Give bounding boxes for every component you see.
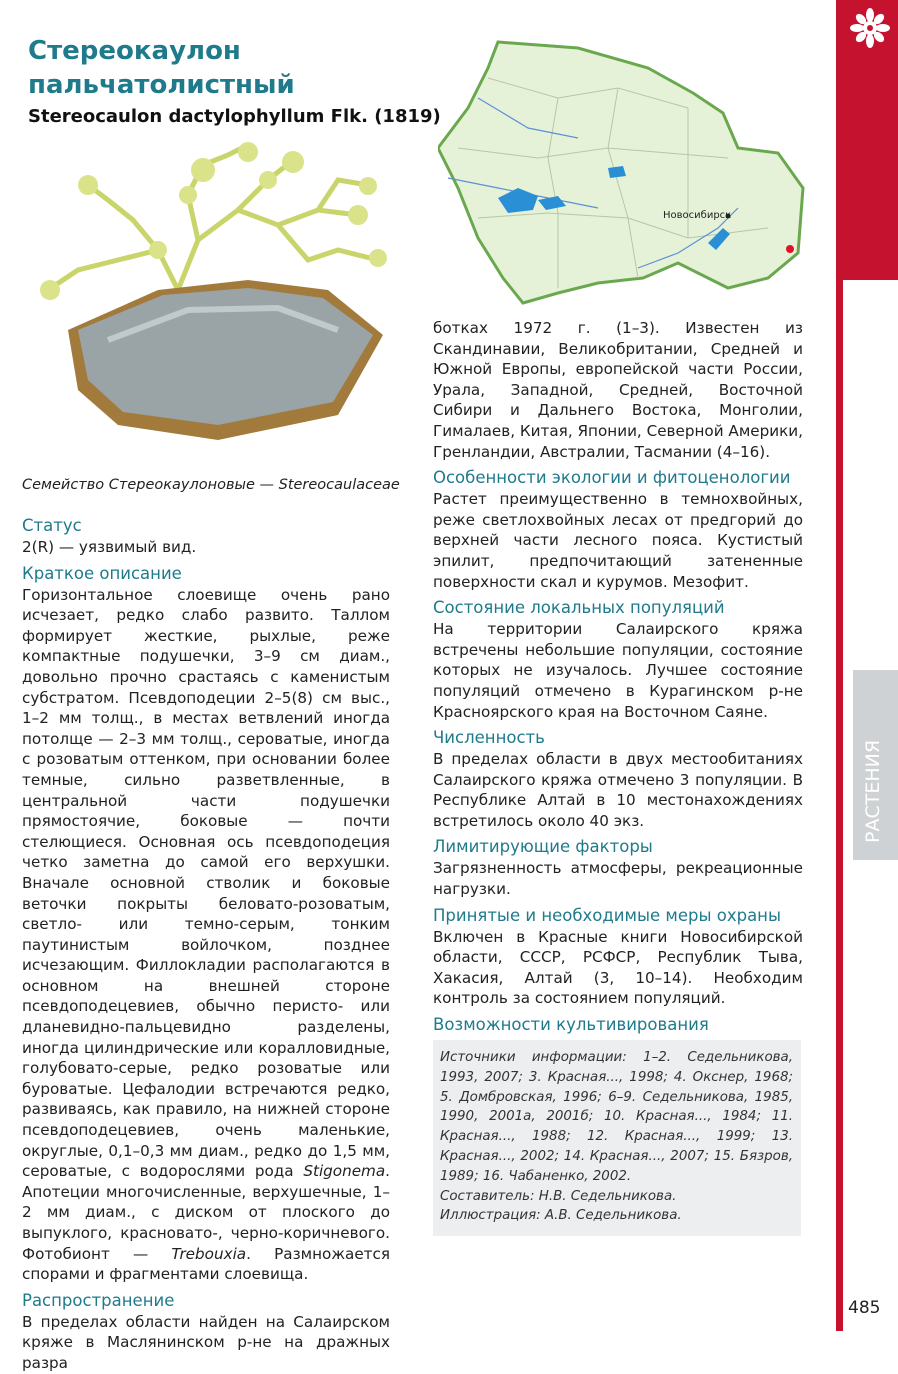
- ecology-heading: Особенности экологии и фитоценологии: [433, 468, 791, 488]
- page-number: 485: [848, 1298, 881, 1318]
- protection-text: Включен в Красные книги Новосибирской области, СССР, РСФСР, Республик Тыва, Хакасия, Алтай (3, 10–14). Необходим контроль за состоянием популяций.: [433, 927, 803, 1008]
- status-text: 2(R) — уязвимый вид.: [22, 538, 197, 556]
- sidebar-label-lichens: ЛИШАЙНИКИ: [852, 420, 876, 590]
- title-line-2: пальчатолистный: [28, 70, 295, 100]
- limiting-heading: Лимитирующие факторы: [433, 837, 653, 857]
- title-line-1: Стереокаулон: [28, 36, 241, 66]
- latin-name: Stereocaulon dactylophyllum Flk. (1819): [28, 106, 441, 127]
- limiting-text: Загрязненность атмосферы, рекреационные нагрузки.: [433, 859, 803, 899]
- abundance-heading: Численность: [433, 728, 545, 748]
- cultivation-heading: Возможности культивирования: [433, 1015, 709, 1035]
- right-column: [433, 318, 803, 1057]
- sidebar-label-plants: РАСТЕНИЯ: [862, 739, 884, 843]
- compiler-text: Составитель: Н.В. Седельникова.: [440, 1188, 677, 1204]
- occurrence-marker: [786, 245, 794, 253]
- status-heading: Статус: [22, 516, 82, 535]
- abundance-text: В пределах области в двух местообитаниях Салаирского кряжа отмечено 3 популяции. В Республике Алтай в 10 местонахождениях встретилось около 40 экз.: [433, 750, 803, 830]
- flower-logo-icon: [850, 8, 890, 48]
- city-label: Новосибирск: [663, 210, 732, 221]
- lichen-illustration: [38, 140, 393, 445]
- sources-box: [433, 1040, 801, 1236]
- distribution-map: [438, 38, 810, 308]
- illustrator-text: Иллюстрация: А.В. Седельникова.: [440, 1208, 682, 1224]
- populations-heading: Состояние локальных популяций: [433, 598, 725, 618]
- section-sidebar: [836, 0, 898, 1331]
- populations-text: На территории Салаирского кряжа встречены небольшие популяции, состояние которых не изучалось. Лучшее состояние популяций отмечено в Курагинском р-не Красноярского края на Восточном Саяне.: [433, 620, 803, 721]
- sources-text: Источники информации: 1–2. Седельникова, 1993, 2007; 3. Красная..., 1998; 4. Окснер, 1968; 5. Домбровская, 1996; 6–9. Седельникова, 1985, 1990, 2001а, 2001б; 10. Красная..., 1984; 11. Красная..., 1988; 12. Красная..., 1999; 13. Красная..., 2002; 14. Красная..., 2007; 15. Бязров, 1989; 16. Чабаненко, 2002.: [440, 1050, 793, 1184]
- genus-stigonema: Stigonema: [303, 1162, 386, 1181]
- description-text: Горизонтальное слоевище очень рано исчезает, редко слабо развито. Таллом формирует жесткие, рыхлые, реже компактные подушечки, 3–9 см диам., довольно прочно срастаясь с каменистым субстратом. Псевдоподеции 2–5(8) см выс., 1–2 мм толщ., в местах ветвлений иногда потолще — 2–3 мм толщ., сероватые, иногда с розоватым оттенком, при основании более темные, сильно разветвленные, в центральной части подушечки прямостоячие, боковые — почти стелющиеся. Основная ось псевдоподеция четко заметна до самой его верхушки. Вначале основной стволик и боковые веточки покрыты беловато-розоватым, светло- или темно-серым, тонким паутинистым войлочком, позднее исчезающим. Филлокладии располагаются в основном на внешней стороне псевдоподецевиев, обычно перисто- или дланевидно-пальцевидно разделены, иногда цилиндрические или коралловидные, голубовато-серые, редко розоватые или буроватые. Цефалодии встречаются редко, развиваясь, как правило, на нижней стороне псевдоподецевиев, очень маленькие, округлые, 0,1–0,3 мм диам., редко до 1,5 мм, сероватые, с водорослями рода Stigonema. Апотеции многочисленные, верхушечные, 1–2 мм диам., с диском от плоского до выпуклого, красновато-, черно-коричневого. Фотобионт — Trebouxia. Размножается спорами и фрагментами слоевища.: [22, 585, 390, 1284]
- description-heading: Краткое описание: [22, 563, 182, 583]
- distribution-heading: Распространение: [22, 1290, 175, 1310]
- distribution-text-start: В пределах области найден на Салаирском кряже в Маслянинском р-не на дражных разра: [22, 1312, 390, 1372]
- left-column: [22, 510, 390, 1374]
- page-title: [28, 34, 295, 102]
- protection-heading: Принятые и необходимые меры охраны: [433, 905, 781, 925]
- genus-trebouxia: Trebouxia: [171, 1244, 247, 1263]
- ecology-text: Растет преимущественно в темнохвойных, реже светлохвойных лесах от предгорий до верхней части лесного пояса. Кустистый эпилит, предпочитающий затененные поверхности скал и курумов. Мезофит.: [433, 490, 803, 591]
- distribution-text-end: ботках 1972 г. (1–3). Известен из Скандинавии, Великобритании, Средней и Южной Европы, европейской части России, Урала, Западной, Средней, Восточной Сибири и Дальнего Востока, Монголии, Гималаев, Китая, Японии, Северной Америки, Гренландии, Австралии, Тасмании (4–16).: [433, 319, 803, 461]
- family-caption: Семейство Стереокаулоновые — Stereocaulaceae: [22, 477, 400, 493]
